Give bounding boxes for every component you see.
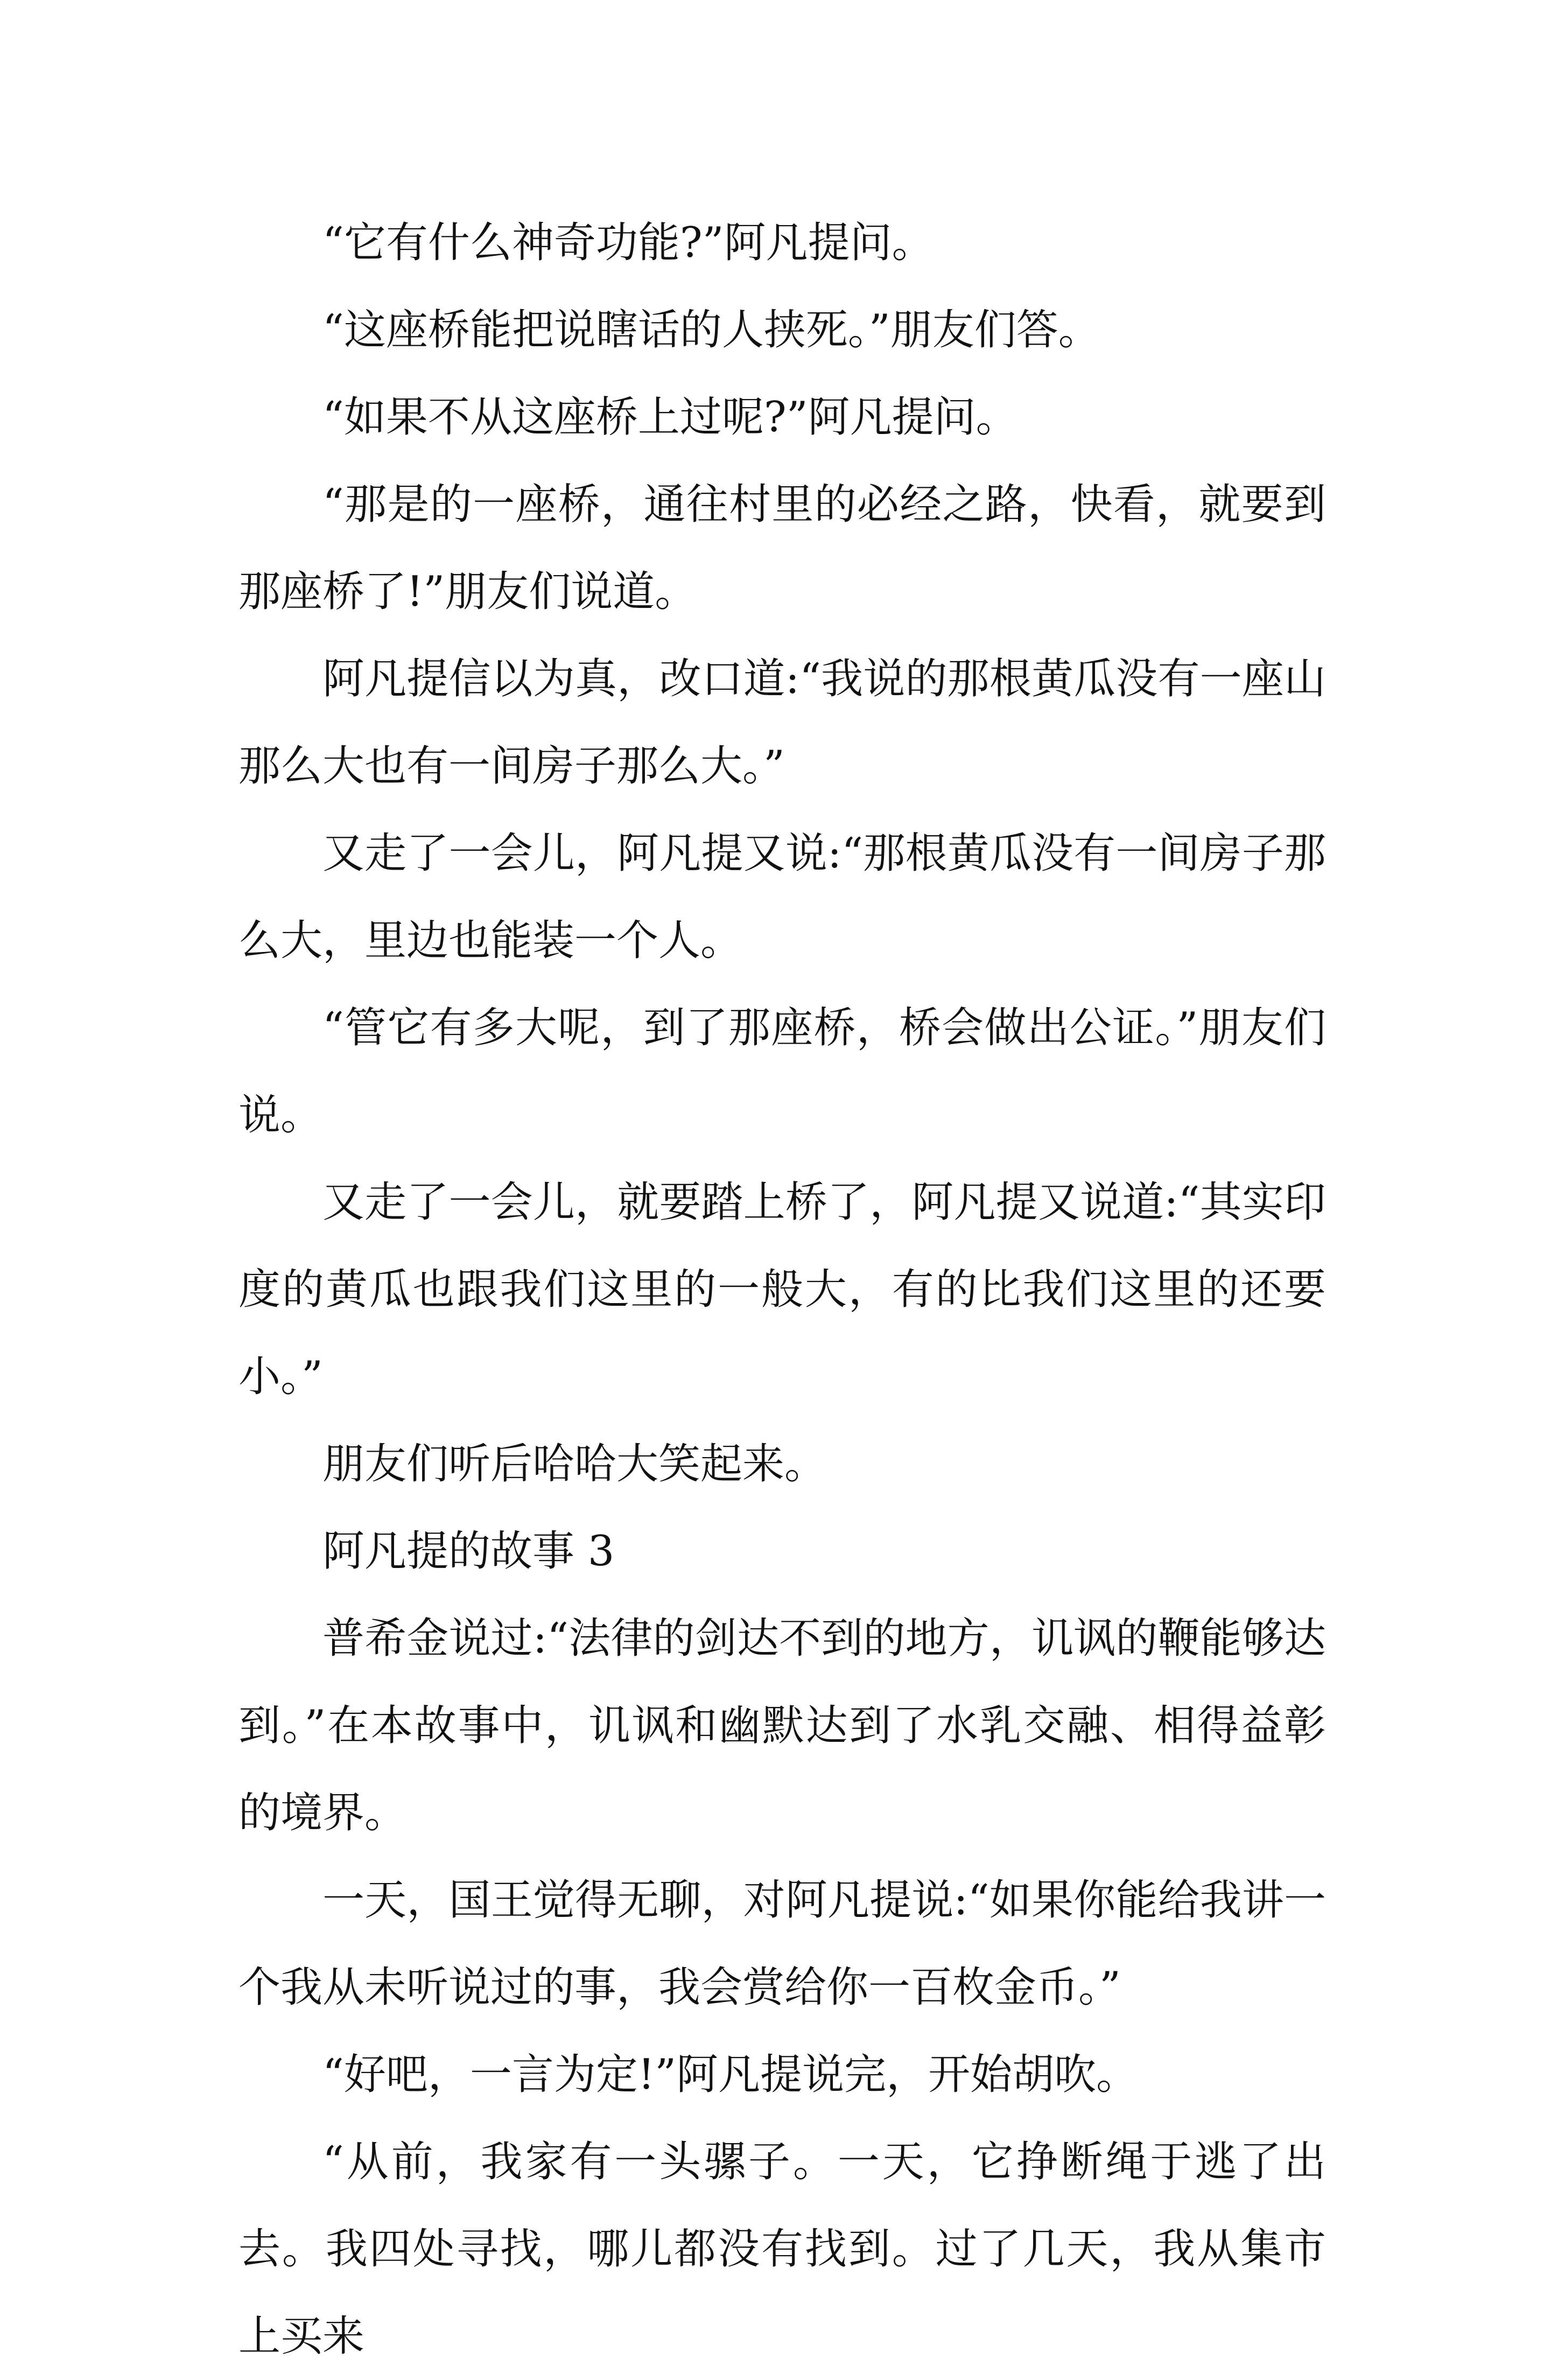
- body-text: [238, 199, 1326, 2380]
- paragraph-9: 朋友们听后哈哈大笑起来。: [322, 1440, 827, 1488]
- paragraph-4: “那是的一座桥，通往村里的必经之路，快看，就要到那座桥了!”朋友们说道。: [238, 480, 1326, 616]
- section-heading: 阿凡提的故事 3: [322, 1527, 615, 1576]
- paragraph-2: “这座桥能把说瞎话的人挟死。”朋友们答。: [322, 306, 1100, 354]
- paragraph-1: “它有什么神奇功能?”阿凡提问。: [322, 219, 934, 267]
- paragraph-3: “如果不从这座桥上过呢?”阿凡提问。: [322, 393, 1018, 442]
- paragraph-13: “从前，我家有一头骡子。一天，它挣断绳于逃了出去。我四处寻找，哪儿都没有找到。过了几天，我从集市上买来: [238, 2138, 1326, 2361]
- paragraph-10: 普希金说过:“法律的剑达不到的地方，讥讽的鞭能够达到。”在本故事中，讥讽和幽默达到了水乳交融、相得益彰的境界。: [238, 1614, 1326, 1837]
- paragraph-11: 一天，国王觉得无聊，对阿凡提说:“如果你能给我讲一个我从未听说过的事，我会赏给你一百枚金币。”: [238, 1876, 1326, 2012]
- paragraph-8: 又走了一会儿，就要踏上桥了，阿凡提又说道:“其实印度的黄瓜也跟我们这里的一般大，有的比我们这里的还要小。”: [238, 1178, 1326, 1401]
- paragraph-6: 又走了一会儿，阿凡提又说:“那根黄瓜没有一间房子那么大，里边也能装一个人。: [238, 829, 1326, 965]
- paragraph-12: “好吧，一言为定!”阿凡提说完，开始胡吹。: [322, 2050, 1139, 2099]
- paragraph-7: “管它有多大呢，到了那座桥，桥会做出公证。”朋友们说。: [238, 1004, 1326, 1139]
- paragraph-5: 阿凡提信以为真，改口道:“我说的那根黄瓜没有一座山那么大也有一间房子那么大。”: [238, 655, 1326, 790]
